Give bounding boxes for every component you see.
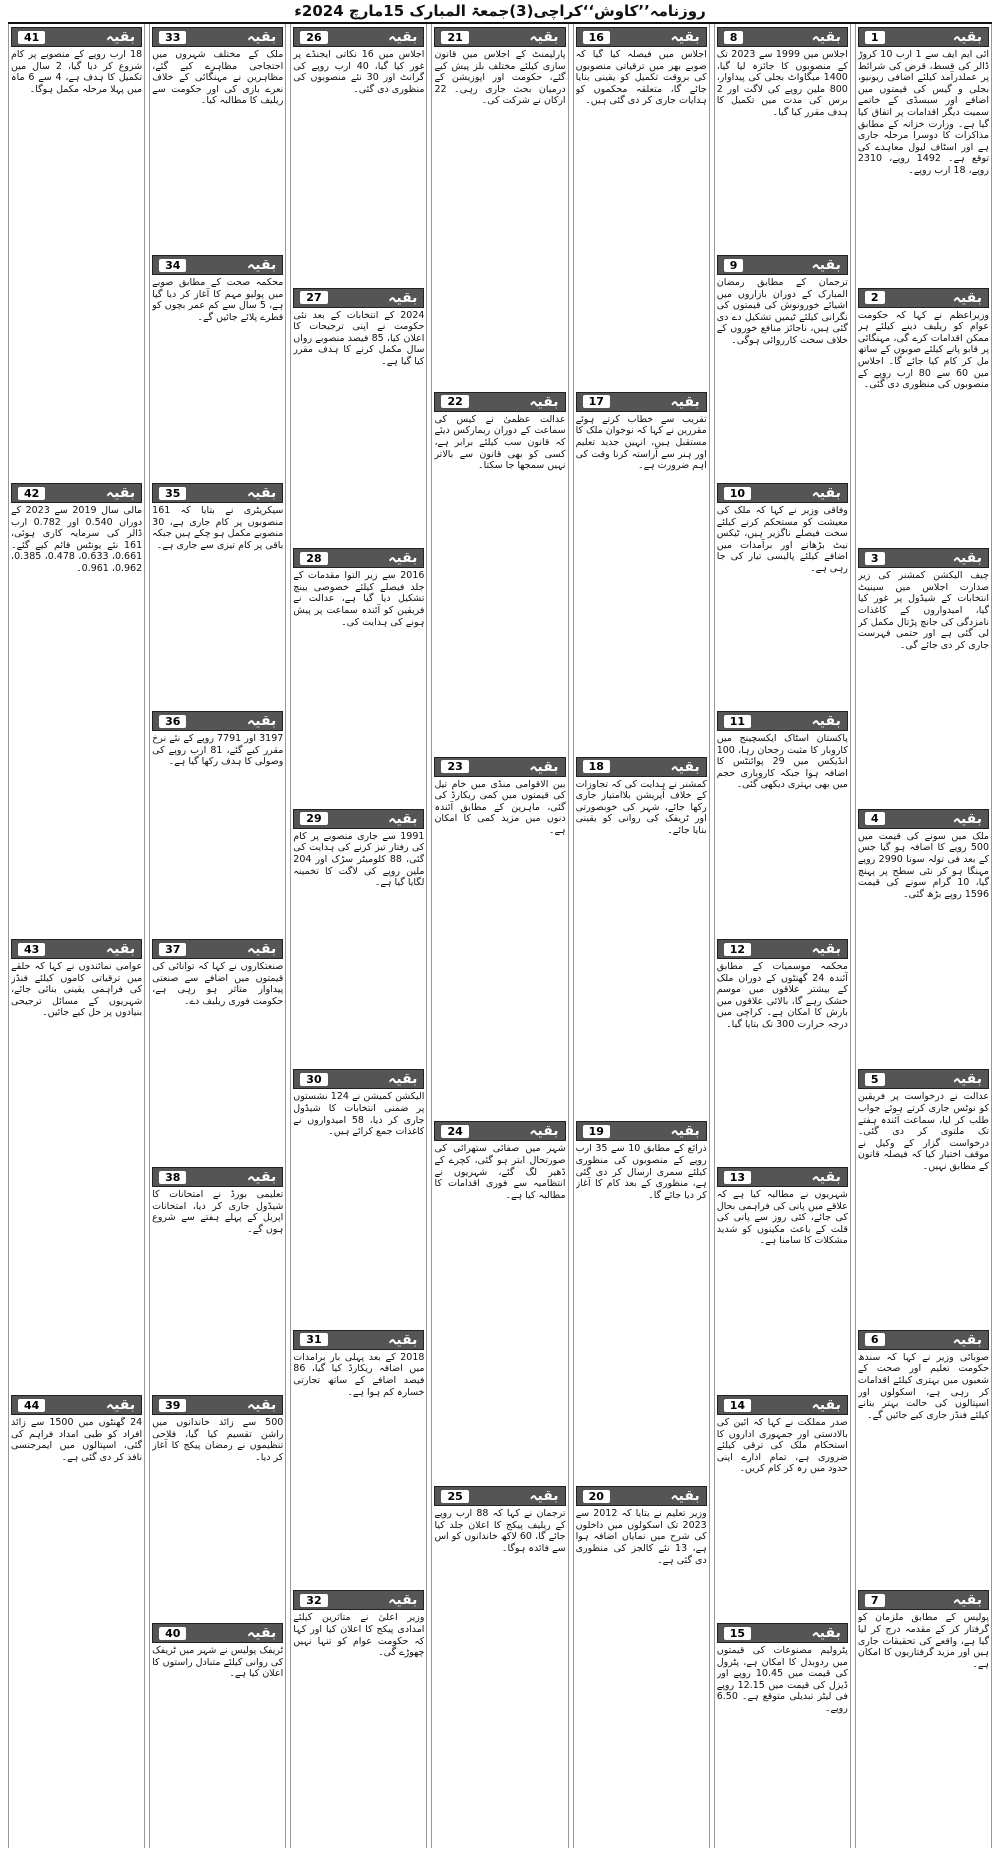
section-number: 34 [159,259,186,272]
section-body: 3197 اور 7791 روپے کے نئے نرخ مقرر کیے گئے، 81 ارب روپے کی وصولی کا ہدف رکھا گیا ہے۔ [152,733,284,768]
continuation-section [717,708,848,936]
section-body: الیکشن کمیشن نے 124 نشستوں پر ضمنی انتخابات کا شیڈول جاری کر دیا، 58 امیدواروں نے کاغذات جمع کرائے ہیں۔ [293,1091,425,1138]
section-number: 10 [724,487,751,500]
continuation-section [152,1620,283,1848]
section-body: پاکستان اسٹاک ایکسچینج میں کاروبار کا مثبت رجحان رہا، 100 انڈیکس میں 29 پوائنٹس کا اضافہ ہوا جبکہ کاروباری حجم میں بھی بہتری دیکھی گئی۔ [716,733,848,791]
section-number: 33 [159,31,186,44]
continuation-heading-plate [293,1069,424,1089]
section-body: ٹریفک پولیس نے شہر میں ٹریفک کی روانی کیلئے متبادل راستوں کا اعلان کیا ہے۔ [152,1645,284,1680]
column-5 [290,24,427,1848]
section-number: 21 [441,31,468,44]
section-number: 30 [300,1073,327,1086]
continuation-heading-plate [576,757,707,777]
section-number: 43 [18,943,45,956]
continuation-heading-plate [858,288,989,308]
section-heading: بقیہ [247,1169,277,1185]
section-body: 500 سے زائد خاندانوں میں راشن تقسیم کیا گیا، فلاحی تنظیموں نے رمضان پیکج کا آغاز کر دیا۔ [152,1417,284,1463]
section-number: 18 [583,760,610,773]
section-body: ترجمان نے کہا کہ 88 ارب روپے کے ریلیف پیکج کا اعلان جلد کیا جائے گا، 60 لاکھ خاندانوں کو اس سے فائدہ ہوگا۔ [434,1508,566,1554]
continuation-section [152,708,283,936]
masthead [8,0,992,24]
section-number: 29 [300,812,327,825]
section-body: تعلیمی بورڈ نے امتحانات کا شیڈول جاری کر دیا، امتحانات اپریل کے پہلے ہفتے سے شروع ہوں گے۔ [152,1189,284,1235]
continuation-section [152,1392,283,1620]
section-body: اجلاس میں فیصلہ کیا گیا کہ صوبے بھر میں ترقیاتی منصوبوں کی بروقت تکمیل کو یقینی بنایا جائے گا، متعلقہ محکموں کو ہدایات جاری کر دی گئی ہیں۔ [575,49,707,107]
section-body: ملک کے مختلف شہروں میں احتجاجی مظاہرے کیے گئے، مظاہرین نے مہنگائی کے خلاف نعرے بازی کی اور حکومت سے ریلیف کا مطالبہ کیا۔ [152,49,284,107]
section-number: 9 [724,259,744,272]
continuation-section [11,24,142,480]
section-heading: بقیہ [811,1625,841,1641]
continuation-section [717,1164,848,1392]
section-heading: بقیہ [670,29,700,45]
columns-container [8,24,992,1848]
section-heading: بقیہ [952,550,982,567]
section-heading: بقیہ [811,713,841,729]
section-heading: بقیہ [811,257,841,273]
section-number: 8 [724,31,744,44]
continuation-heading-plate [434,1486,565,1506]
section-body: وفاقی وزیر نے کہا کہ ملک کی معیشت کو مستحکم کرنے کیلئے سخت فیصلے ناگزیر ہیں، ٹیکس نیٹ بڑھانے اور برآمدات میں اضافے کیلئے پالیسی تیار کی جا رہی ہے۔ [716,505,848,574]
section-body: ذرائع کے مطابق 10 سے 35 ارب روپے کے منصوبوں کی منظوری کیلئے سمری ارسال کر دی گئی ہے، منظوری کے بعد کام کا آغاز کر دیا جائے گا۔ [575,1143,707,1201]
section-number: 4 [865,812,885,825]
section-number: 38 [159,1171,186,1184]
section-heading: بقیہ [388,289,418,306]
section-number: 39 [159,1399,186,1412]
section-body: مالی سال 2019 سے 2023 کے دوران 0.540 اور 0.782 ارب ڈالر کی سرمایہ کاری ہوئی، 161 نئے یونٹس قائم کیے گئے۔ 0.661، 0.633، 0.478، 0.385، 0.962، 0.961۔ [11,505,143,574]
section-heading: بقیہ [105,29,136,45]
section-body: شہریوں نے مطالبہ کیا ہے کہ علاقے میں پانی کی فراہمی بحال کی جائے، کئی روز سے پانی کی قلت کے باعث مکینوں کو شدید مشکلات کا سامنا ہے۔ [716,1189,848,1247]
continuation-section [293,1587,424,1848]
section-number: 32 [300,1594,327,1607]
continuation-section [293,24,424,285]
continuation-heading-plate [576,1121,707,1141]
continuation-section [576,754,707,1119]
section-body: صوبائی وزیر نے کہا کہ سندھ حکومت تعلیم اور صحت کے شعبوں میں بہتری کیلئے اقدامات کر رہی ہے، اسکولوں اور اسپتالوں کی حالت بہتر بنانے کیلئے فنڈز جاری کیے جائیں گے۔ [857,1351,989,1421]
section-number: 26 [300,31,327,44]
section-number: 40 [159,1627,186,1640]
section-heading: بقیہ [811,1397,841,1413]
section-heading: بقیہ [670,393,700,410]
section-number: 7 [865,1594,885,1607]
section-body: پارلیمنٹ کے اجلاس میں قانون سازی کیلئے مختلف بلز پیش کیے گئے، حکومت اور اپوزیشن کے درمیان بحث جاری رہی۔ 22 ارکان نے شرکت کی۔ [434,49,566,107]
section-heading: بقیہ [247,1397,277,1413]
continuation-section [434,754,565,1119]
section-body: اجلاس میں 16 نکاتی ایجنڈے پر غور کیا گیا، 40 ارب روپے کی گرانٹ اور 30 نئے منصوبوں کی منظوری دی گئی۔ [293,49,425,95]
section-heading: بقیہ [247,257,277,273]
continuation-heading-plate [858,27,989,47]
section-body: وزیراعظم نے کہا کہ حکومت عوام کو ریلیف دینے کیلئے ہر ممکن اقدامات کرے گی، مہنگائی پر قابو پانے کیلئے صوبوں کے ساتھ مل کر کام کیا جائے گا۔ اجلاس میں 60 سے 80 ارب روپے کے منصوبوں کی منظوری دی گئی۔ [857,309,989,391]
section-number: 15 [724,1627,751,1640]
continuation-section [152,24,283,252]
continuation-heading-plate [152,27,283,47]
continuation-section [11,1392,142,1848]
section-body: صنعتکاروں نے کہا کہ توانائی کی قیمتوں میں اضافے سے صنعتی پیداوار متاثر ہو رہی ہے، حکومت فوری ریلیف دے۔ [152,961,284,1007]
continuation-section [858,285,989,546]
continuation-heading-plate [717,1395,848,1415]
section-heading: بقیہ [247,485,277,501]
section-body: بین الاقوامی منڈی میں خام تیل کی قیمتوں میں کمی ریکارڈ کی گئی، ماہرین کے مطابق آئندہ دنوں میں مزید کمی کا امکان ہے۔ [434,778,566,836]
continuation-section [152,480,283,708]
section-heading: بقیہ [670,1488,700,1505]
section-body: ملک میں سونے کی قیمت میں 500 روپے کا اضافہ ہو گیا جس کے بعد فی تولہ سونا 2990 روپے مہنگا ہو کر نئی سطح پر پہنچ گیا، 10 گرام سونے کی قیمت 1596 روپے بڑھ گئی۔ [857,830,989,900]
section-number: 22 [441,395,468,408]
continuation-heading-plate [152,1395,283,1415]
continuation-section [152,252,283,480]
continuation-section [434,1483,565,1848]
section-number: 35 [159,487,186,500]
continuation-section [434,1118,565,1483]
continuation-section [576,1483,707,1848]
section-number: 14 [724,1399,751,1412]
continuation-section [717,936,848,1164]
section-heading: بقیہ [388,1071,418,1088]
section-number: 19 [583,1125,610,1138]
section-body: ترجمان کے مطابق رمضان المبارک کے دوران بازاروں میں اشیائے خورونوش کی قیمتوں کی نگرانی کیلئے ٹیمیں تشکیل دے دی گئی ہیں، ناجائز منافع خوروں کے خلاف سخت کارروائی ہوگی۔ [716,277,848,346]
section-heading: بقیہ [952,1071,982,1088]
section-body: شہر میں صفائی ستھرائی کی صورتحال ابتر ہو گئی، کچرے کے ڈھیر لگ گئے، شہریوں نے انتظامیہ سے فوری اقدامات کا مطالبہ کیا ہے۔ [434,1143,566,1201]
continuation-section [858,806,989,1067]
section-heading: بقیہ [529,1123,559,1140]
continuation-section [717,252,848,480]
section-number: 25 [441,1490,468,1503]
section-body: پٹرولیم مصنوعات کی قیمتوں میں ردوبدل کا امکان ہے، پٹرول کی قیمت میں 10.45 روپے اور ڈیزل کی قیمت میں 12.15 روپے فی لیٹر تبدیلی متوقع ہے۔ 6.50 روپے۔ [716,1645,848,1714]
continuation-section [858,1587,989,1848]
continuation-heading-plate [11,27,142,47]
section-heading: بقیہ [105,485,136,501]
section-body: محکمہ صحت کے مطابق صوبے میں پولیو مہم کا آغاز کر دیا گیا ہے، 5 سال سے کم عمر بچوں کو قطرے پلائے جائیں گے۔ [152,277,284,323]
section-number: 27 [300,291,327,304]
column-1 [855,24,992,1848]
continuation-heading-plate [11,483,142,503]
section-number: 24 [441,1125,468,1138]
continuation-section [576,24,707,389]
section-number: 44 [18,1399,45,1412]
section-number: 17 [583,395,610,408]
column-3 [573,24,710,1848]
continuation-section [717,1392,848,1620]
section-number: 1 [865,31,885,44]
section-heading: بقیہ [952,289,982,306]
section-number: 12 [724,943,751,956]
continuation-heading-plate [293,288,424,308]
section-number: 42 [18,487,45,500]
continuation-heading-plate [717,483,848,503]
section-body: صدر مملکت نے کہا کہ آئین کی بالادستی اور جمہوری اداروں کا استحکام ملک کی ترقی کیلئے ضروری ہے، تمام ادارے اپنی حدود میں رہ کر کام کریں۔ [716,1417,848,1475]
continuation-heading-plate [717,711,848,731]
section-body: عدالت عظمیٰ نے کیس کی سماعت کے دوران ریمارکس دیئے کہ قانون سب کیلئے برابر ہے، کسی کو بھی قانون سے بالاتر نہیں سمجھا جا سکتا۔ [434,413,566,472]
continuation-section [152,936,283,1164]
continuation-section [576,1118,707,1483]
continuation-section [858,1327,989,1588]
section-number: 28 [300,552,327,565]
column-4 [431,24,568,1848]
section-number: 2 [865,291,885,304]
section-body: عوامی نمائندوں نے کہا کہ حلقے میں ترقیاتی کاموں کیلئے فنڈز کی فراہمی یقینی بنائی جائے، شہریوں کے مسائل ترجیحی بنیادوں پر حل کیے جائیں۔ [11,961,143,1019]
section-heading: بقیہ [952,29,982,45]
section-body: چیف الیکشن کمشنر کی زیر صدارت اجلاس میں سینیٹ انتخابات کے شیڈول پر غور کیا گیا، امیدواروں کے کاغذات نامزدگی کی جانچ پڑتال مکمل کر لی گئی ہے اور حتمی فہرست جاری کر دی جائے گی۔ [857,570,989,651]
continuation-heading-plate [152,255,283,275]
section-body: 2018 کے بعد پہلی بار برآمدات میں اضافہ ریکارڈ کیا گیا، 86 فیصد اضافے کے ساتھ تجارتی خسارہ کم ہوا ہے۔ [293,1351,425,1398]
continuation-heading-plate [434,27,565,47]
section-body: 2024 کے انتخابات کے بعد نئی حکومت نے اپنی ترجیحات کا اعلان کیا، 85 فیصد منصوبے رواں سال مکمل کرنے کا ہدف مقرر کیا گیا ہے۔ [293,309,425,367]
continuation-section [293,285,424,546]
column-6 [149,24,286,1848]
section-body: 18 ارب روپے کے منصوبے پر کام شروع کر دیا گیا، 2 سال میں تکمیل کا ہدف ہے، 4 سے 6 ماہ میں پہلا مرحلہ مکمل ہوگا۔ [11,49,143,95]
continuation-heading-plate [11,939,142,959]
section-number: 41 [18,31,45,44]
section-number: 16 [583,31,610,44]
section-body: تقریب سے خطاب کرتے ہوئے مقررین نے کہا کہ نوجوان ملک کا مستقبل ہیں، انہیں جدید تعلیم اور ہنر سے آراستہ کرنا وقت کی اہم ضرورت ہے۔ [575,413,707,472]
continuation-heading-plate [152,711,283,731]
continuation-section [717,480,848,708]
section-number: 13 [724,1171,751,1184]
continuation-section [293,1327,424,1588]
masthead-title: روزنامہ’’کاوش‘‘کراچی(3)جمعۃ المبارک 15مارچ 2024ء [294,2,706,20]
continuation-heading-plate [152,483,283,503]
section-heading: بقیہ [388,1331,418,1348]
section-heading: بقیہ [811,29,841,45]
continuation-section [717,1620,848,1848]
continuation-section [11,480,142,936]
section-heading: بقیہ [670,758,700,775]
section-body: 24 گھنٹوں میں 1500 سے زائد افراد کو طبی امداد فراہم کی گئی، اسپتالوں میں ایمرجنسی نافذ کر دی گئی ہے۔ [11,1417,143,1463]
section-heading: بقیہ [811,1169,841,1185]
section-heading: بقیہ [952,1331,982,1348]
continuation-heading-plate [152,1623,283,1643]
continuation-heading-plate [717,939,848,959]
section-number: 37 [159,943,186,956]
section-number: 6 [865,1333,885,1346]
section-body: عدالت نے درخواست پر فریقین کو نوٹس جاری کرتے ہوئے جواب طلب کر لیا، سماعت آئندہ ہفتے تک ملتوی کر دی گئی۔ درخواست گزار کے وکیل نے موقف اختیار کیا کہ فیصلہ قانون کے مطابق نہیں۔ [857,1091,989,1172]
section-number: 31 [300,1333,327,1346]
section-heading: بقیہ [247,941,277,957]
section-heading: بقیہ [247,29,277,45]
continuation-heading-plate [717,1167,848,1187]
continuation-section [858,1066,989,1327]
section-number: 3 [865,552,885,565]
continuation-heading-plate [576,1486,707,1506]
section-heading: بقیہ [388,550,418,567]
section-heading: بقیہ [811,941,841,957]
section-body: آئی ایم ایف سے 1 ارب 10 کروڑ ڈالر کی قسط، قرض کی شرائط پر عملدرآمد کیلئے اضافی ریونیو، بجلی و گیس کی قیمتوں میں اضافے اور سبسڈی کے خاتمے سمیت دیگر اقدامات پر اتفاق کیا گیا ہے۔ وزارت خزانہ کے مطابق مذاکرات کا دوسرا مرحلہ جاری ہے اور اسٹاف لیول معاہدے کی توقع ہے۔ 1492 روپے، 2310 روپے، 18 ارب روپے۔ [857,49,989,176]
section-heading: بقیہ [105,1397,136,1413]
section-number: 5 [865,1073,885,1086]
section-heading: بقیہ [388,810,418,827]
section-heading: بقیہ [529,393,559,410]
continuation-heading-plate [293,1330,424,1350]
section-body: 2016 سے زیر التوا مقدمات کے جلد فیصلے کیلئے خصوصی بینچ تشکیل دیا گیا ہے، عدالت نے فریقین کو آئندہ سماعت پر پیش ہونے کی ہدایت کی۔ [293,570,425,628]
continuation-section [858,24,989,285]
section-body: وزیر اعلیٰ نے متاثرین کیلئے امدادی پیکج کا اعلان کیا اور کہا کہ حکومت عوام کو تنہا نہیں چھوڑے گی۔ [293,1612,425,1659]
continuation-section [434,389,565,754]
section-body: 1991 سے جاری منصوبے پر کام کی رفتار تیز کرنے کی ہدایت کی گئی، 88 کلومیٹر سڑک اور 204 ملین روپے کی لاگت کا تخمینہ لگایا گیا ہے۔ [293,830,425,889]
continuation-heading-plate [434,1121,565,1141]
continuation-heading-plate [717,1623,848,1643]
continuation-heading-plate [152,939,283,959]
continuation-heading-plate [858,809,989,829]
section-body: سیکریٹری نے بتایا کہ 161 منصوبوں پر کام جاری ہے، 30 منصوبے مکمل ہو چکے ہیں جبکہ باقی پر کام تیزی سے جاری ہے۔ [152,505,284,551]
column-7 [8,24,145,1848]
section-heading: بقیہ [952,810,982,827]
continuation-heading-plate [434,392,565,412]
continuation-heading-plate [717,255,848,275]
section-heading: بقیہ [811,485,841,501]
continuation-heading-plate [293,27,424,47]
section-heading: بقیہ [247,1625,277,1641]
section-number: 23 [441,760,468,773]
section-heading: بقیہ [529,1488,559,1505]
section-heading: بقیہ [529,758,559,775]
section-heading: بقیہ [247,713,277,729]
section-heading: بقیہ [388,29,418,45]
continuation-section [293,806,424,1067]
section-heading: بقیہ [105,941,136,957]
section-heading: بقیہ [670,1123,700,1140]
continuation-heading-plate [858,1330,989,1350]
continuation-section [717,24,848,252]
continuation-heading-plate [717,27,848,47]
continuation-heading-plate [11,1395,142,1415]
section-heading: بقیہ [388,1592,418,1609]
continuation-section [434,24,565,389]
continuation-section [152,1164,283,1392]
continuation-heading-plate [576,27,707,47]
section-body: کمشنر نے ہدایت کی کہ تجاوزات کے خلاف آپریشن بلاامتیاز جاری رکھا جائے، شہر کی خوبصورتی اور ٹریفک کی روانی کو یقینی بنایا جائے۔ [575,778,707,836]
continuation-heading-plate [293,1590,424,1610]
continuation-section [293,1066,424,1327]
section-heading: بقیہ [952,1592,982,1609]
section-body: اجلاس میں 1999 سے 2023 تک کے منصوبوں کا جائزہ لیا گیا، 1400 میگاواٹ بجلی کی پیداوار، 800 ملین روپے کی لاگت اور 2 برس کی مدت میں تکمیل کا ہدف مقرر کیا گیا۔ [716,49,848,118]
section-body: وزیر تعلیم نے بتایا کہ 2012 سے 2023 تک اسکولوں میں داخلوں کی شرح میں نمایاں اضافہ ہوا ہے، 13 نئے کالجز کی منظوری دی گئی ہے۔ [575,1508,707,1566]
section-heading: بقیہ [529,29,559,45]
section-number: 36 [159,715,186,728]
section-body: پولیس کے مطابق ملزمان کو گرفتار کر کے مقدمہ درج کر لیا گیا ہے، واقعے کی تحقیقات جاری ہیں اور مزید گرفتاریوں کا امکان ہے۔ [857,1612,989,1670]
continuation-heading-plate [293,548,424,568]
continuation-heading-plate [858,1590,989,1610]
continuation-heading-plate [293,809,424,829]
continuation-heading-plate [434,757,565,777]
continuation-heading-plate [152,1167,283,1187]
continuation-section [293,545,424,806]
section-number: 20 [583,1490,610,1503]
continuation-heading-plate [576,392,707,412]
section-body: محکمہ موسمیات کے مطابق آئندہ 24 گھنٹوں کے دوران ملک کے بیشتر علاقوں میں موسم خشک رہے گا، بالائی علاقوں میں بارش کا امکان ہے۔ کراچی میں درجہ حرارت 300 تک بتایا گیا۔ [716,961,848,1030]
column-2 [714,24,851,1848]
continuation-section [576,389,707,754]
continuation-heading-plate [858,1069,989,1089]
continuation-section [858,545,989,806]
section-number: 11 [724,715,751,728]
continuation-section [11,936,142,1392]
continuation-heading-plate [858,548,989,568]
